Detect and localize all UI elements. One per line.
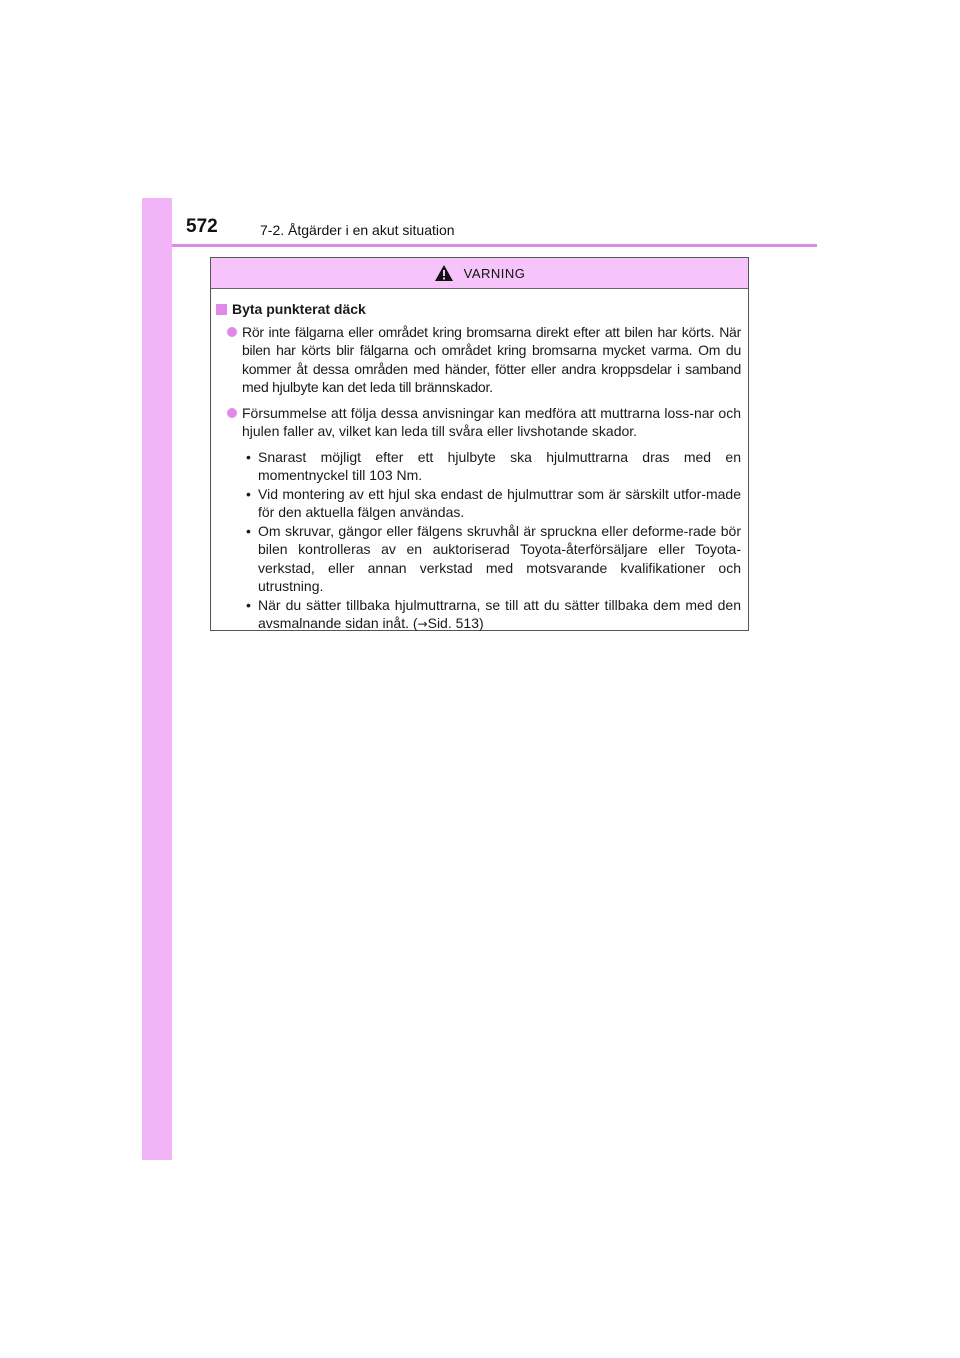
side-tab-band bbox=[142, 198, 172, 1160]
warning-point-text: Försummelse att följa dessa anvisningar kan medföra att muttrarna loss-nar och hjulen faller av, vilket kan leda till svåra eller livshotande skador. bbox=[242, 404, 741, 439]
warning-header bbox=[211, 258, 748, 289]
subheading-text: Byta punkterat däck bbox=[232, 301, 366, 317]
page-reference-link[interactable]: Sid. 513) bbox=[427, 615, 484, 631]
list-item: • Vid montering av ett hjul ska endast de hjulmuttrar som är särskilt utfor-made för den aktuella fälgen användas. bbox=[242, 485, 741, 522]
list-item-text: När du sätter tillbaka hjulmuttrarna, se till att du sätter tillbaka dem med den avsmalnande sidan inåt. ( bbox=[258, 596, 741, 631]
section-title: 7-2. Åtgärder i en akut situation bbox=[260, 222, 455, 238]
warning-point-text: Rör inte fälgarna eller området kring bromsarna direkt efter att bilen har körts. När bilen har körts blir fälgarna och området kring bromsarna mycket varma. Om du kommer åt dessa områden med händer, fötter eller andra kroppsdelar i samband med hjulbyte kan det leda till brännskador. bbox=[242, 323, 741, 395]
circle-bullet-icon bbox=[227, 327, 237, 337]
square-marker-icon bbox=[216, 304, 227, 315]
warning-label: VARNING bbox=[463, 265, 526, 281]
warning-bullet-list bbox=[216, 448, 741, 634]
warning-body bbox=[211, 289, 748, 634]
warning-box bbox=[210, 257, 749, 631]
list-item: • Snarast möjligt efter ett hjulbyte ska hjulmuttrarna dras med en momentnyckel till 103 Nm. bbox=[242, 448, 741, 485]
warning-subheading bbox=[216, 300, 741, 319]
warning-triangle-icon bbox=[434, 264, 454, 282]
warning-point bbox=[216, 323, 741, 397]
arrow-right-icon: → bbox=[417, 617, 428, 631]
list-item: • Om skruvar, gängor eller fälgens skruvhål är spruckna eller deforme-rade bör bilen kontrolleras av en auktoriserad Toyota-återförsäljare eller Toyota-verkstad, eller annan verkstad med motsvarande kvalifikationer och utrustning. bbox=[242, 522, 741, 596]
warning-point bbox=[216, 404, 741, 441]
page-number: 572 bbox=[186, 216, 218, 237]
list-item bbox=[242, 596, 741, 634]
circle-bullet-icon bbox=[227, 408, 237, 418]
header-rule bbox=[172, 244, 817, 247]
